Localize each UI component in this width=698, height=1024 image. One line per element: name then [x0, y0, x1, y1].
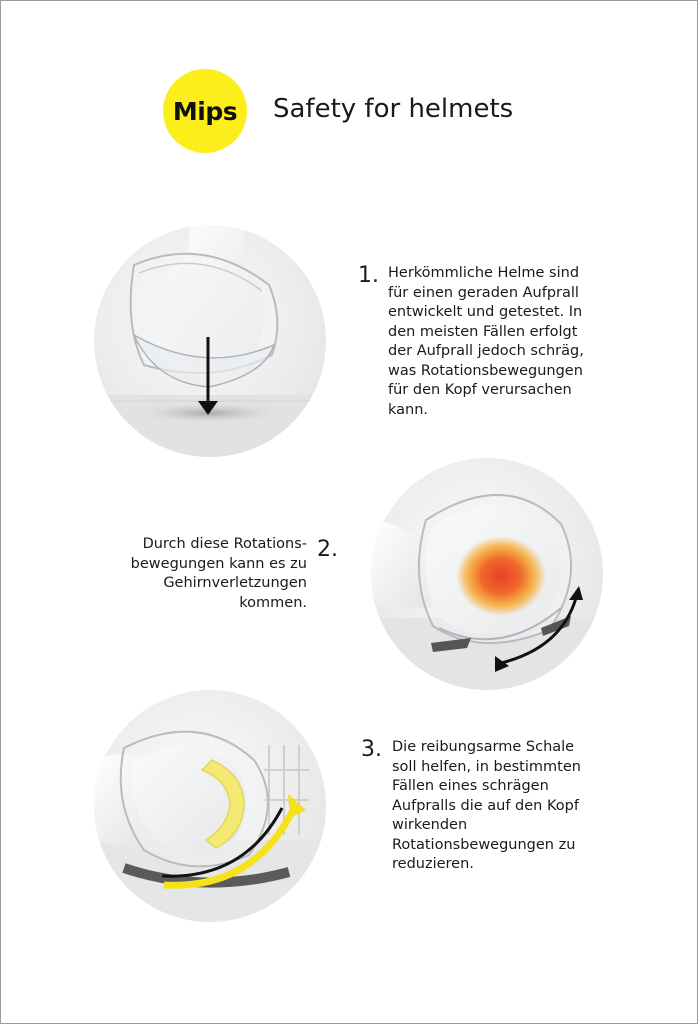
mips-low-friction-layer-image	[94, 690, 326, 922]
step-1-text: Herkömmliche Helme sind für einen geraden Aufprall entwickelt und getestet. In den meisten Fällen erfolgt der Aufprall jedoch schräg, was Rotationsbewegungen für den Kopf verursachen kann.	[388, 265, 584, 418]
mips-logo	[163, 69, 247, 153]
page-title: Safety for helmets	[273, 94, 514, 124]
step-2-text: Durch diese Rotations- bewegungen kann es zu Gehirnverletzungen kommen.	[130, 536, 307, 611]
step-2-number: 2.	[317, 537, 338, 562]
step-1-number: 1.	[358, 263, 379, 288]
straight-impact-helmet-image	[94, 225, 326, 457]
step-3-text: Die reibungsarme Schale soll helfen, in bestimmten Fällen eines schrägen Aufpralls die auf den Kopf wirkenden Rotationsbewegungen zu reduzieren.	[392, 739, 581, 872]
rotational-impact-helmet-image	[371, 458, 603, 690]
logo-text: Mips	[172, 96, 238, 126]
step-3-number: 3.	[361, 737, 382, 762]
